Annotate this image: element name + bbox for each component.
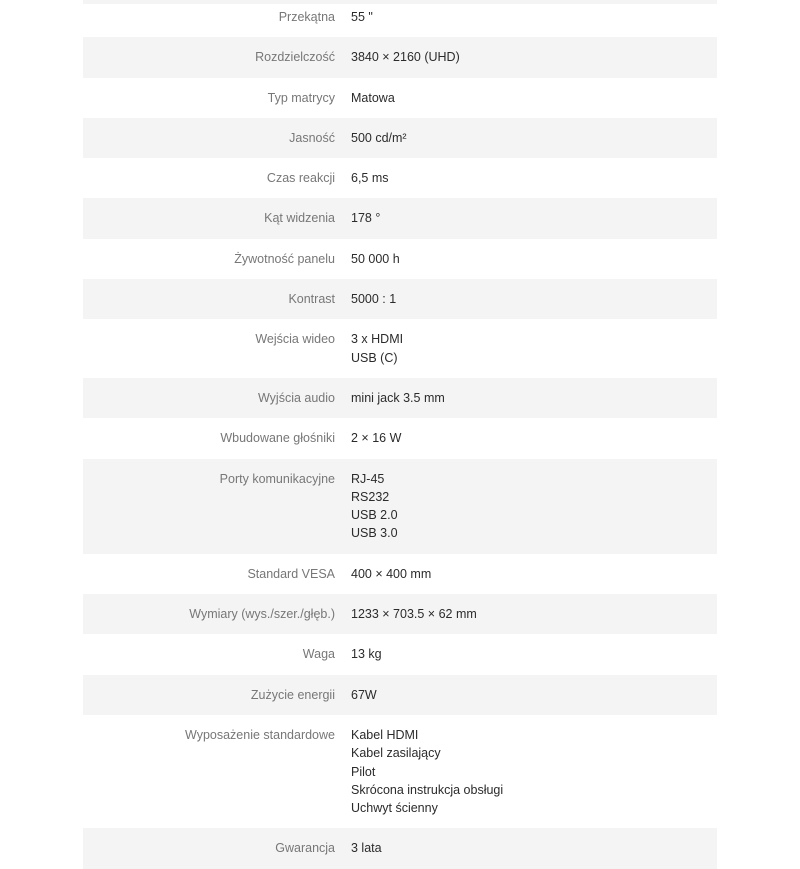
spec-value-line: Skrócona instrukcja obsługi xyxy=(351,782,504,797)
spec-value xyxy=(351,250,400,268)
spec-value-line: 55 " xyxy=(351,10,373,24)
spec-value-line: Pilot xyxy=(351,764,376,779)
spec-value-line: 400 × 400 mm xyxy=(351,566,432,581)
spec-value-line: Uchwyt ścienny xyxy=(351,801,438,816)
spec-label: Wyjścia audio xyxy=(257,390,335,405)
spec-row-communication-ports xyxy=(83,459,717,554)
spec-value xyxy=(351,89,395,107)
spec-value xyxy=(351,48,460,66)
spec-label: Wbudowane głośniki xyxy=(220,431,335,446)
spec-value-line: 3840 × 2160 (UHD) xyxy=(351,50,460,65)
spec-row-brightness xyxy=(83,118,717,158)
spec-value-line: RS232 xyxy=(351,489,390,504)
spec-value xyxy=(351,470,398,543)
spec-row-warranty xyxy=(83,828,717,868)
spec-row-resolution xyxy=(83,37,717,77)
spec-row-speakers xyxy=(83,418,717,458)
spec-value xyxy=(351,565,431,583)
spec-row-weight xyxy=(83,634,717,674)
spec-row-response-time xyxy=(83,158,717,198)
spec-value-line: RJ-45 xyxy=(351,471,385,486)
spec-value xyxy=(351,209,380,227)
spec-value-line: 6,5 ms xyxy=(351,171,389,186)
spec-value xyxy=(351,290,396,308)
spec-value xyxy=(351,330,403,367)
spec-row-power-consumption xyxy=(83,675,717,715)
spec-value xyxy=(351,129,407,147)
spec-label: Rozdzielczość xyxy=(255,50,335,65)
spec-label: Jasność xyxy=(289,130,335,145)
spec-value xyxy=(351,645,382,663)
spec-label: Porty komunikacyjne xyxy=(219,471,335,486)
spec-value-line: USB (C) xyxy=(351,350,398,365)
spec-value xyxy=(351,605,477,623)
spec-row-contrast xyxy=(83,279,717,319)
spec-label: Zużycie energii xyxy=(250,687,335,702)
spec-label: Wymiary (wys./szer./głęb.) xyxy=(189,607,335,622)
spec-value-line: 13 kg xyxy=(351,647,382,662)
spec-row-dimensions xyxy=(83,594,717,634)
spec-row-audio-outputs xyxy=(83,378,717,418)
spec-label: Przekątna xyxy=(278,10,335,24)
spec-row-matrix-type xyxy=(83,78,717,118)
spec-label: Żywotność panelu xyxy=(234,251,335,266)
spec-value-line: 1233 × 703.5 × 62 mm xyxy=(351,607,477,622)
spec-value-line: 500 cd/m² xyxy=(351,130,407,145)
spec-value-line: Kabel zasilający xyxy=(351,746,441,761)
spec-value-line: Matowa xyxy=(351,90,395,105)
spec-table xyxy=(83,0,717,869)
spec-label: Kąt widzenia xyxy=(264,211,335,226)
spec-row-panel-lifetime xyxy=(83,239,717,279)
spec-value-line: Kabel HDMI xyxy=(351,727,419,742)
spec-value xyxy=(351,169,389,187)
spec-value xyxy=(351,686,377,704)
spec-row-viewing-angle xyxy=(83,198,717,238)
spec-label: Wyposażenie standardowe xyxy=(185,727,335,742)
spec-label: Waga xyxy=(302,647,335,662)
spec-value xyxy=(351,839,382,857)
spec-row-standard-equipment xyxy=(83,715,717,828)
spec-value-line: 3 x HDMI xyxy=(351,332,404,347)
spec-value-line: 67W xyxy=(351,687,377,702)
spec-value-line: 178 ° xyxy=(351,211,381,226)
spec-value-line: 3 lata xyxy=(351,841,382,856)
spec-value xyxy=(351,389,445,407)
spec-label: Czas reakcji xyxy=(266,171,335,186)
spec-row-vesa xyxy=(83,554,717,594)
spec-row-diagonal xyxy=(83,0,717,37)
spec-value-line: 5000 : 1 xyxy=(351,292,397,307)
spec-value xyxy=(351,8,373,26)
spec-row-video-inputs xyxy=(83,319,717,378)
spec-value-line: mini jack 3.5 mm xyxy=(351,390,445,405)
spec-label: Kontrast xyxy=(288,292,335,307)
spec-value-line: USB 2.0 xyxy=(351,508,398,523)
spec-value xyxy=(351,726,503,817)
spec-value-line: 50 000 h xyxy=(351,251,400,266)
spec-label: Wejścia wideo xyxy=(255,332,335,347)
spec-label: Typ matrycy xyxy=(267,90,335,105)
spec-label: Standard VESA xyxy=(247,566,335,581)
spec-value-line: 2 × 16 W xyxy=(351,431,402,446)
spec-value xyxy=(351,429,401,447)
spec-label: Gwarancja xyxy=(275,841,335,856)
spec-value-line: USB 3.0 xyxy=(351,526,398,541)
